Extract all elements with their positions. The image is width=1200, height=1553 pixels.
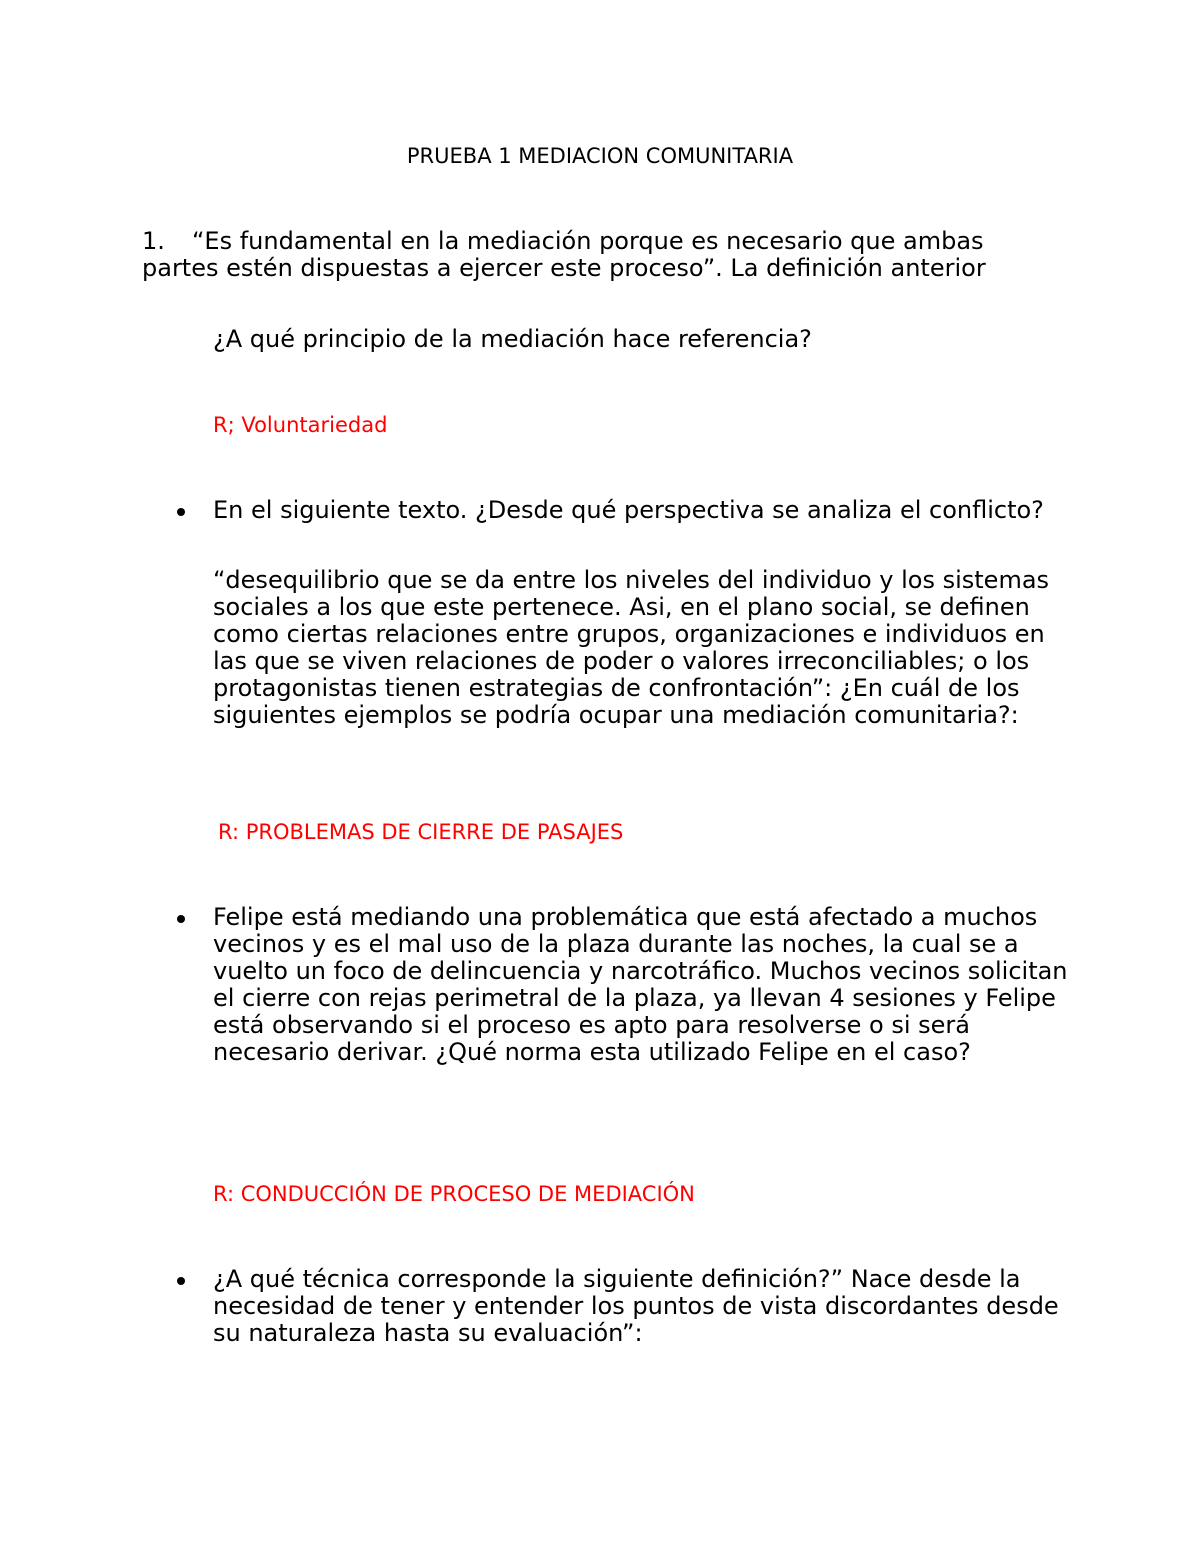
question-1-number: 1. [142, 227, 165, 255]
question-2-quote: “desequilibrio que se da entre los niveles del individuo y los sistemas sociales a los que este pertenece. Asi, en el plano social, se definen como ciertas relaciones entre grupos, organizaciones e individuos en las que se viven relaciones de poder o valores irreconciliables; o los protagonistas tienen estrategias de confrontación”: ¿En cuál de los siguientes ejemplos se podría ocupar una mediación comunitaria?: [213, 566, 1050, 729]
answer-3: R: CONDUCCIÓN DE PROCESO DE MEDIACIÓN [213, 1182, 695, 1206]
answer-2: R: PROBLEMAS DE CIERRE DE PASAJES [218, 820, 624, 844]
question-1-text: “Es fundamental en la mediación porque es necesario que ambas partes estén dispuestas a ejercer este proceso”. La definición anterior [142, 227, 986, 282]
question-1 [142, 228, 1042, 282]
question-4-text: ¿A qué técnica corresponde la siguiente definición?” Nace desde la necesidad de tener y entender los puntos de vista discordantes desde su naturaleza hasta su evaluación”: [213, 1265, 1059, 1347]
answer-1: R; Voluntariedad [213, 413, 388, 437]
question-2-text: En el siguiente texto. ¿Desde qué perspectiva se analiza el conflicto? [213, 496, 1044, 524]
bullet-icon [177, 1277, 185, 1285]
bullet-icon [177, 508, 185, 516]
document-title: PRUEBA 1 MEDIACION COMUNITARIA [406, 144, 794, 168]
question-1-sub-question: ¿A qué principio de la mediación hace referencia? [213, 325, 812, 353]
question-3-text: Felipe está mediando una problemática que está afectado a muchos vecinos y es el mal uso de la plaza durante las noches, la cual se a vuelto un foco de delincuencia y narcotráfico. Muchos vecinos solicitan el cierre con rejas perimetral de la plaza, ya llevan 4 sesiones y Felipe está observando si el proceso es apto para resolverse o si será necesario derivar. ¿Qué norma esta utilizado Felipe en el caso? [213, 903, 1068, 1066]
bullet-icon [177, 915, 185, 923]
